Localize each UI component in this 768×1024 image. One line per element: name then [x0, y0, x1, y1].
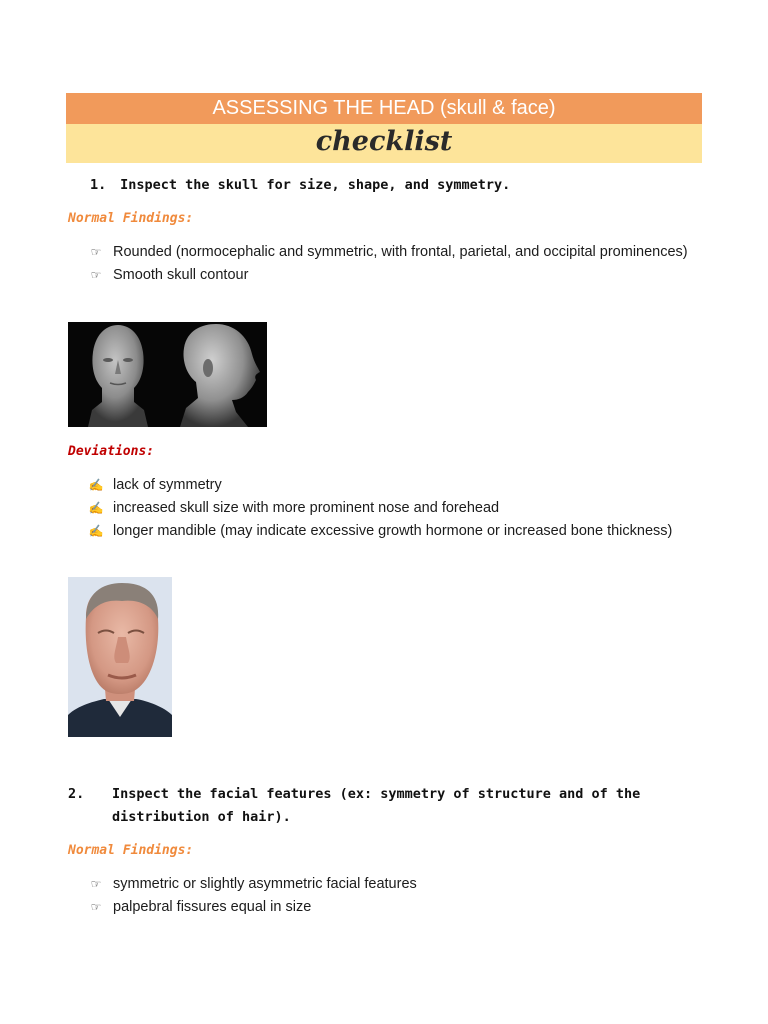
page-subtitle: checklist — [66, 124, 702, 163]
list-item: ☞ Smooth skull contour — [88, 264, 688, 287]
pointing-hand-icon: ☞ — [90, 245, 102, 259]
list-item: ✍ longer mandible (may indicate excessive growth hormone or increased bone thickness) — [88, 520, 688, 543]
question-2 — [68, 783, 724, 829]
list-item: ☞ symmetric or slightly asymmetric facial features — [88, 873, 688, 896]
pointing-hand-icon: ☞ — [90, 877, 102, 891]
normal-findings-list-2 — [88, 873, 688, 919]
normal-findings-list-1 — [88, 241, 688, 287]
list-item: ✍ increased skull size with more prominent nose and forehead — [88, 497, 688, 520]
pointing-hand-icon: ☞ — [90, 268, 102, 282]
deviations-list-1 — [88, 474, 688, 543]
head-model-front-side-image — [68, 322, 267, 427]
list-item: ☞ palpebral fissures equal in size — [88, 896, 688, 919]
page-title: ASSESSING THE HEAD (skull & face) — [66, 93, 702, 124]
writing-hand-icon: ✍ — [88, 501, 104, 515]
normal-findings-label-2: Normal Findings: — [68, 843, 194, 858]
list-item: ☞ Rounded (normocephalic and symmetric, with frontal, parietal, and occipital prominences) — [88, 241, 688, 264]
question-2-text: Inspect the facial features (ex: symmetry of structure and of the distribution of hair). — [112, 786, 641, 825]
question-1-number: 1. — [90, 177, 107, 193]
question-1-text: Inspect the skull for size, shape, and symmetry. — [120, 177, 511, 193]
normal-findings-label-1: Normal Findings: — [68, 211, 194, 226]
list-item: ✍ lack of symmetry — [88, 474, 688, 497]
acromegaly-face-photo — [68, 577, 172, 737]
question-1 — [90, 174, 702, 197]
writing-hand-icon: ✍ — [88, 524, 104, 538]
question-2-number: 2. — [68, 786, 85, 802]
pointing-hand-icon: ☞ — [90, 900, 102, 914]
writing-hand-icon: ✍ — [88, 478, 104, 492]
deviations-label-1: Deviations: — [68, 444, 155, 459]
